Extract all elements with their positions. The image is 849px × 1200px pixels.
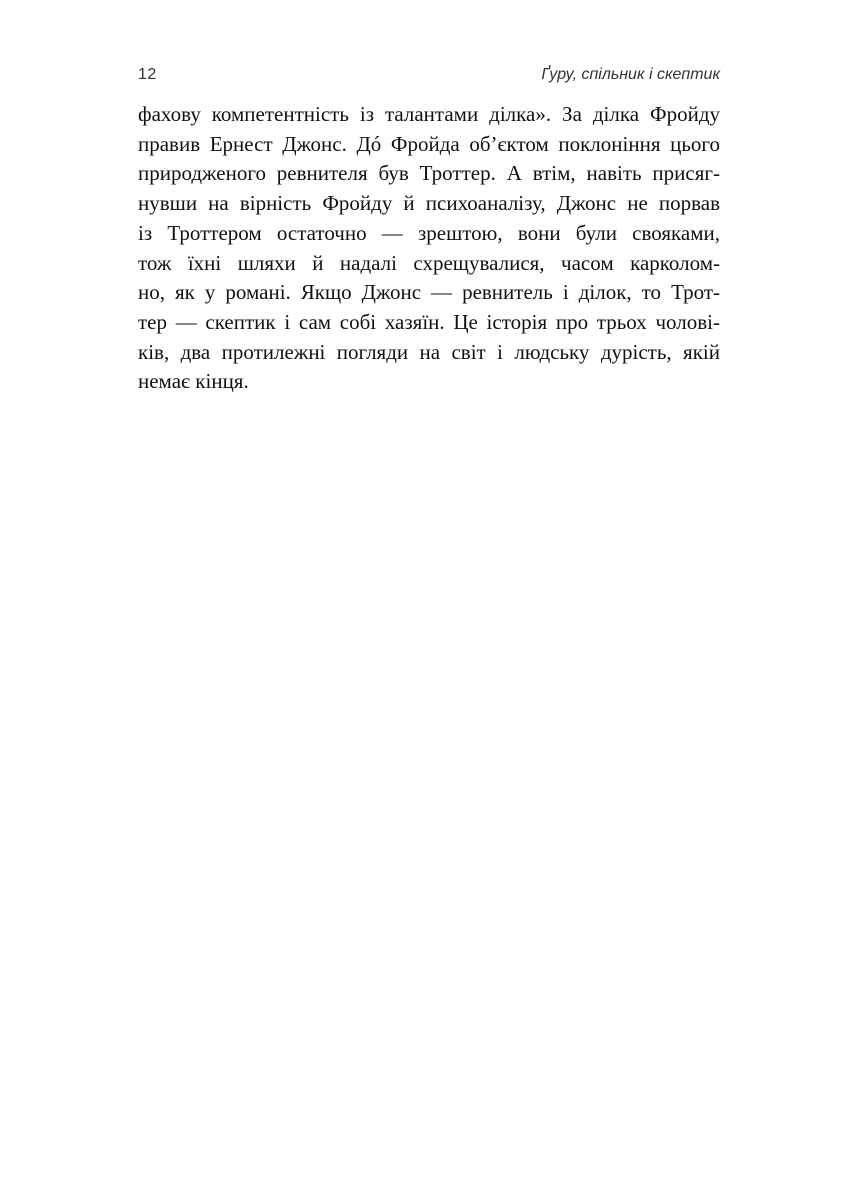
text-line: тож їхні шляхи й надалі схрещувалися, часом карколом- [138, 250, 720, 275]
text-line: із Троттером остаточно — зрештою, вони були свояками, [138, 220, 720, 245]
body-paragraph [138, 100, 720, 397]
running-header [138, 60, 720, 90]
text-line: немає кінця. [138, 369, 249, 394]
text-line: ків, два протилежні погляди на світ і людську дурість, якій [138, 339, 720, 364]
text-line: природженого ревнителя був Троттер. А втім, навіть присяг- [138, 161, 720, 186]
page-number: 12 [138, 66, 157, 83]
running-title: Ґуру, спільник і скептик [541, 66, 720, 83]
text-line: правив Ернест Джонс. Дó Фройда об’єктом поклоніння цього [138, 131, 720, 156]
text-line: фахову компетентність із талантами ділка». За ділка Фройду [138, 102, 720, 126]
text-line: но, як у романі. Якщо Джонс — ревнитель і ділок, то Трот- [138, 280, 720, 305]
text-line: тер — скептик і сам собі хазяїн. Це історія про трьох чолові- [138, 309, 720, 334]
text-line: нувши на вірність Фройду й психоаналізу, Джонс не порвав [138, 191, 720, 216]
